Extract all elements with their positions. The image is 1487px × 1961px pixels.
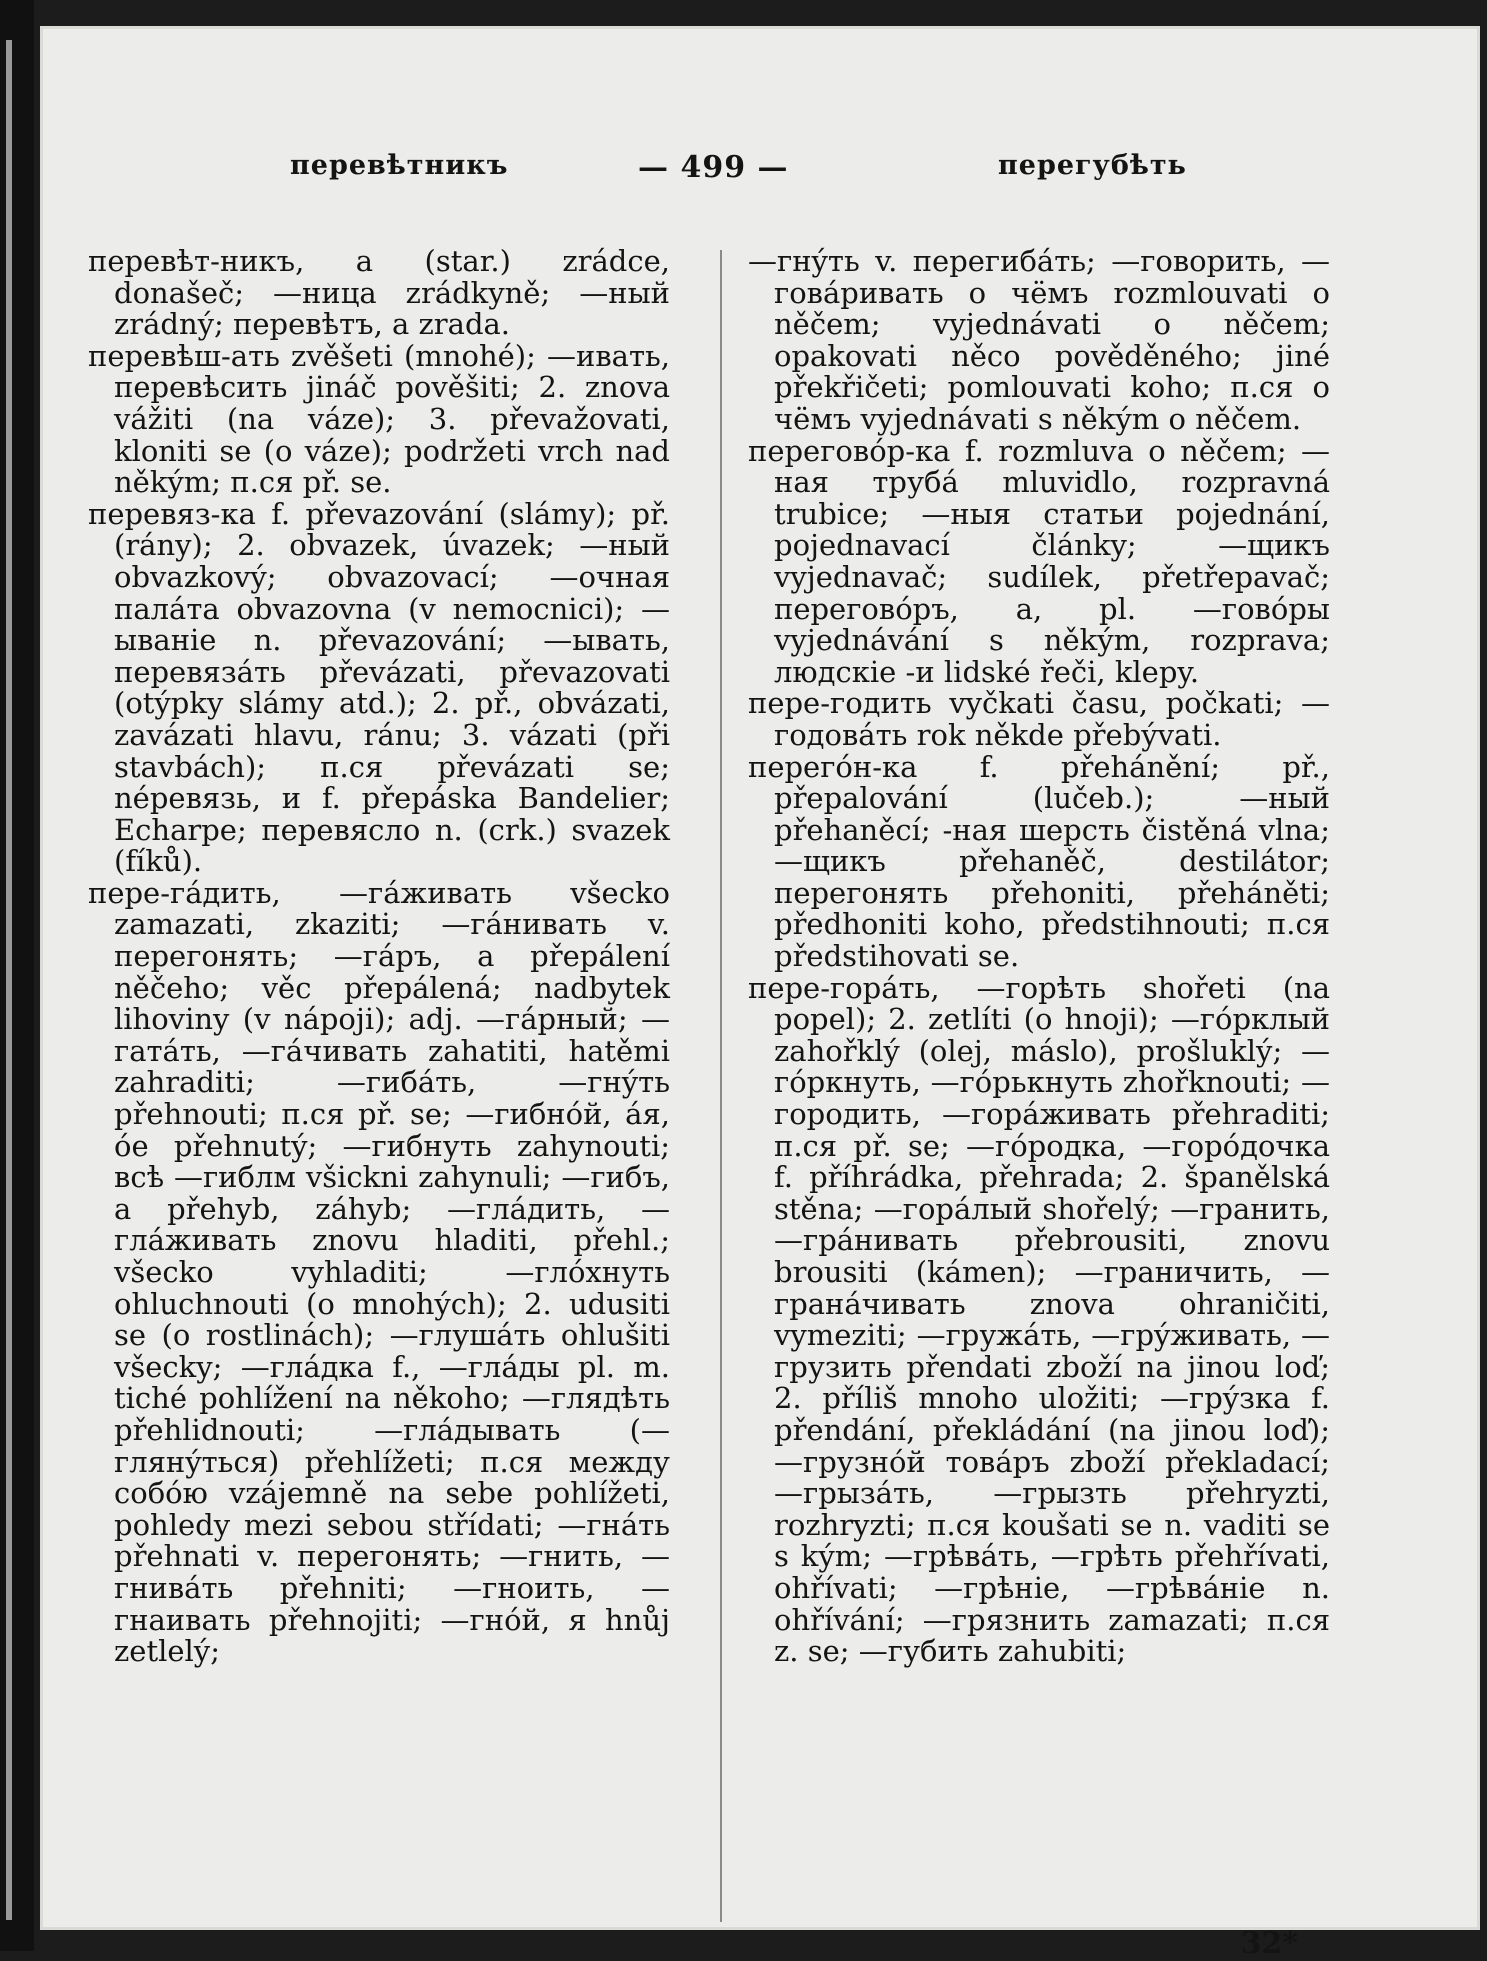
left-column [88,246,670,1668]
dictionary-entry: пере-годить vyčkati času, počkati; —годовáть rok někde přebývati. [748,686,1330,752]
header-right-headword: перегубѣть [998,150,1187,181]
printer-signature-mark: 32* [1240,1926,1298,1961]
dictionary-entry: перевѣт-никъ, a (star.) zrádce, donašeč; —ница zrádkyně; —ный zrádný; перевѣтъ, a zrada. [88,244,670,342]
column-divider [720,250,722,1922]
page-number: — 499 — [638,150,789,185]
dictionary-entry: переговóр-ка f. rozmluva o něčem; —ная трубá mluvidlo, rozpravná trubice; —ныя статьи pojednání, pojednavací články; —щикъ vyjednavač; sudílek, přetřepavač; переговóръ, a, pl. —говóры vyjednávání s někým, rozprava; людскіе -и lidské řeči, klepy. [748,433,1330,689]
running-head [40,150,1480,200]
header-left-headword: перевѣтникъ [290,150,509,181]
dictionary-entry: перевѣш-ать zvěšeti (mnohé); —ивать, перевѣсить jináč pověšiti; 2. znova vážiti (na váze); 3. převažovati, kloniti se (o váze); podržeti vrch nad někým; п.ся př. se. [88,338,670,500]
dictionary-page [40,26,1480,1961]
dictionary-entry: —гнýть v. перегибáть; —говорить, —говáривать o чёмъ rozmlouvati o něčem; vyjednávati o něčem; opakovati něco pověděného; jiné překřičeti; pomlouvati koho; п.ся o чёмъ vyjednávati s někým o něčem. [748,244,1330,436]
previous-page-edge [0,0,34,1951]
dictionary-entry: пере-гáдить, —гáживать všecko zamazati, zkaziti; —гáнивать v. перегонять; —гáръ, a přepálení něčeho; věc přepálená; nadbytek lihoviny (v nápoji); adj. —гáрный; —гатáть, —гáчивать zahatiti, hatěmi zahraditi; —гибáть, —гнýть přehnouti; п.ся př. se; —гибнóй, áя, óe přehnutý; —гибнуть zahynouti; всѣ —гиблм všickni zahynuli; —гибъ, a přehyb, záhyb; —глáдить, —глáживать znovu hladiti, přehl.; všecko vyhladiti; —глóхнуть ohluchnouti (o mnohých); 2. udusiti se (o rostlinách); —глушáть ohlušiti všecky; —глáдка f., —глáды pl. m. tiché pohlížení na někoho; —глядѣть přehlidnouti; —глáдывать (—глянýться) přehlížeti; п.ся между собóю vzájemně na sebe pohlížeti, pohledy mezi sebou střídati; —гнáть přehnati v. перегонять; —гнить, —гнивáть přehniti; —гноить, —гнаивать přehnojiti; —гнóй, я hnůj zetlelý; [88,875,670,1669]
right-column [748,246,1330,1668]
dictionary-entry: перегóн-ка f. přehánění; př., přepalování (lučeb.); —ный přehaněcí; -ная шерсть čistěná vlna; —щикъ přehaněč, destilátor; перегонять přehoniti, přeháněti; předhoniti koho, předstihnouti; п.ся předstihovati se. [748,749,1330,974]
dictionary-entry: перевяз-ка f. převazování (slámy); př. (rány); 2. obvazek, úvazek; —ный obvazkový; obvazovací; —очная палáта obvazovna (v nemocnici); —ыванie n. převazování; —ывать, перевязáть převázati, převazovati (otýpky slámy atd.); 2. př., obvázati, zavázati hlavu, ránu; 3. vázati (při stavbách); п.ся převázati se; népeвязь, и f. přepáska Bandelier; Echarpe; перевясло n. (crk.) svazek (fíků). [88,496,670,879]
dictionary-entry: пере-горáть, —горѣть shořeti (na popel); 2. zetlíti (o hnoji); —гóрклый zahořklý (olej, máslo), prošluklý; —гóркнуть, —гóрькнуть zhořknouti; —городить, —горáживать přehraditi; п.ся př. se; —гóродка, —гoрóдочка f. příhrádka, přehrada; 2. španělská stěna; —горáлый shořelý; —гранить, —грáнивать přebrousiti, znovu brousiti (kámen); —граничить, —гранáчивать znova ohraničiti, vymeziti; —гружáть, —грýживать, —грузить přendati zboží na jinou loď; 2. příliš mnoho uložiti; —грýзка f. přendání, překládání (na jinou loď); —грузнóй товáръ zboží překladací; —грызáть, —грызть přehryzti, rozhryzti; п.ся koušati se n. vaditi se s kým; —грѣвáть, —грѣть přehřívati, ohřívati; —грѣніе, —грѣвáніе n. ohřívání; —грязнить zamazati; п.ся z. se; —губить zahubiti; [748,970,1330,1669]
